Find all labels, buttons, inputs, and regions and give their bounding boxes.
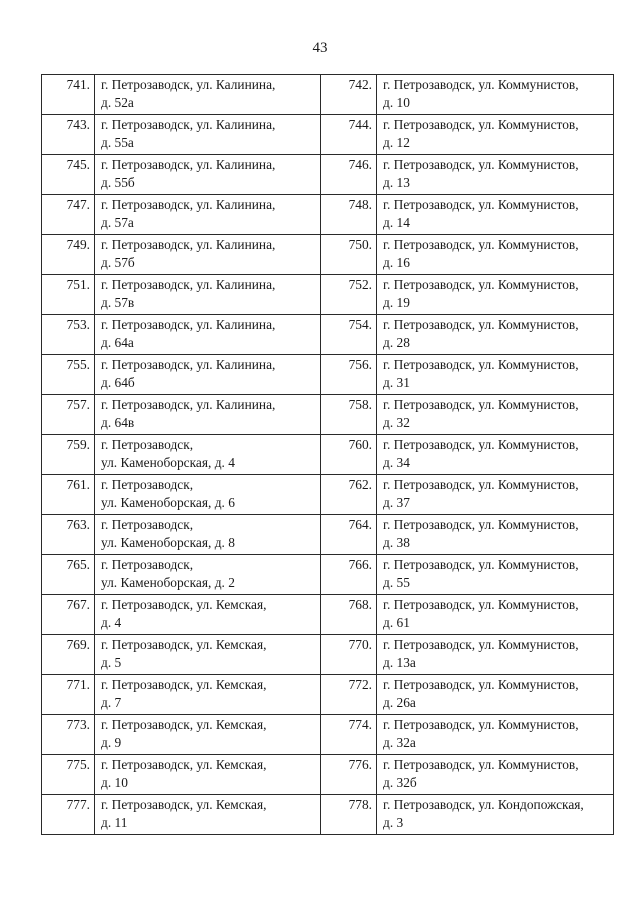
address-line: д. 64б: [101, 375, 135, 390]
address-line: д. 55а: [101, 135, 134, 150]
address-line: г. Петрозаводск, ул. Коммунистов,: [383, 157, 579, 172]
row-number: 775.: [42, 755, 95, 795]
address-line: г. Петрозаводск, ул. Калинина,: [101, 157, 276, 172]
table-row: [42, 755, 614, 795]
table-row: [42, 635, 614, 675]
address-cell: [95, 675, 321, 715]
address-line: г. Петрозаводск, ул. Коммунистов,: [383, 237, 579, 252]
address-line: д. 57б: [101, 255, 135, 270]
table-row: [42, 475, 614, 515]
row-number: 743.: [42, 115, 95, 155]
address-line: д. 28: [383, 335, 410, 350]
address-line: г. Петрозаводск, ул. Калинина,: [101, 77, 276, 92]
address-cell: [377, 515, 614, 555]
row-number: 769.: [42, 635, 95, 675]
address-line: г. Петрозаводск, ул. Кемская,: [101, 677, 267, 692]
address-cell: [377, 195, 614, 235]
address-cell: [95, 515, 321, 555]
address-line: д. 13а: [383, 655, 416, 670]
address-line: г. Петрозаводск,: [101, 477, 194, 492]
row-number: 749.: [42, 235, 95, 275]
address-line: г. Петрозаводск, ул. Калинина,: [101, 197, 276, 212]
row-number: 761.: [42, 475, 95, 515]
address-line: д. 55б: [101, 175, 135, 190]
address-cell: [377, 595, 614, 635]
address-cell: [95, 635, 321, 675]
address-cell: [95, 475, 321, 515]
address-cell: [377, 115, 614, 155]
address-line: г. Петрозаводск, ул. Калинина,: [101, 397, 276, 412]
address-cell: [95, 75, 321, 115]
row-number: 765.: [42, 555, 95, 595]
address-line: д. 5: [101, 655, 122, 670]
address-line: г. Петрозаводск, ул. Коммунистов,: [383, 117, 579, 132]
row-number: 768.: [321, 595, 377, 635]
address-cell: [377, 435, 614, 475]
row-number: 760.: [321, 435, 377, 475]
address-line: ул. Каменоборская, д. 4: [101, 455, 235, 470]
address-line: д. 55: [383, 575, 410, 590]
address-line: г. Петрозаводск,: [101, 557, 194, 572]
row-number: 767.: [42, 595, 95, 635]
address-line: г. Петрозаводск, ул. Кемская,: [101, 717, 267, 732]
address-line: д. 52а: [101, 95, 134, 110]
row-number: 755.: [42, 355, 95, 395]
address-line: г. Петрозаводск, ул. Коммунистов,: [383, 677, 579, 692]
row-number: 764.: [321, 515, 377, 555]
address-line: г. Петрозаводск, ул. Калинина,: [101, 317, 276, 332]
address-line: д. 14: [383, 215, 410, 230]
address-line: г. Петрозаводск, ул. Коммунистов,: [383, 637, 579, 652]
address-cell: [377, 315, 614, 355]
address-cell: [95, 115, 321, 155]
address-cell: [95, 355, 321, 395]
address-cell: [377, 75, 614, 115]
address-cell: [377, 795, 614, 835]
address-cell: [95, 795, 321, 835]
address-line: д. 7: [101, 695, 122, 710]
table-row: [42, 515, 614, 555]
address-line: г. Петрозаводск, ул. Калинина,: [101, 277, 276, 292]
row-number: 756.: [321, 355, 377, 395]
address-cell: [377, 675, 614, 715]
address-line: г. Петрозаводск, ул. Кемская,: [101, 637, 267, 652]
address-line: д. 11: [101, 815, 128, 830]
row-number: 757.: [42, 395, 95, 435]
address-line: д. 34: [383, 455, 410, 470]
address-line: г. Петрозаводск, ул. Коммунистов,: [383, 77, 579, 92]
address-cell: [377, 155, 614, 195]
address-cell: [377, 235, 614, 275]
row-number: 763.: [42, 515, 95, 555]
address-cell: [95, 235, 321, 275]
row-number: 776.: [321, 755, 377, 795]
address-line: г. Петрозаводск, ул. Коммунистов,: [383, 437, 579, 452]
address-line: д. 13: [383, 175, 410, 190]
address-table-body: [42, 75, 614, 835]
row-number: 745.: [42, 155, 95, 195]
address-line: г. Петрозаводск, ул. Коммунистов,: [383, 397, 579, 412]
address-cell: [95, 755, 321, 795]
address-line: г. Петрозаводск,: [101, 517, 194, 532]
address-line: д. 57а: [101, 215, 134, 230]
address-line: д. 10: [101, 775, 128, 790]
address-line: г. Петрозаводск, ул. Коммунистов,: [383, 717, 579, 732]
address-line: г. Петрозаводск, ул. Кемская,: [101, 797, 267, 812]
row-number: 754.: [321, 315, 377, 355]
address-cell: [95, 315, 321, 355]
table-row: [42, 155, 614, 195]
address-line: д. 64в: [101, 415, 135, 430]
table-row: [42, 435, 614, 475]
address-line: г. Петрозаводск, ул. Калинина,: [101, 117, 276, 132]
row-number: 777.: [42, 795, 95, 835]
row-number: 746.: [321, 155, 377, 195]
address-cell: [377, 755, 614, 795]
row-number: 750.: [321, 235, 377, 275]
address-line: г. Петрозаводск, ул. Калинина,: [101, 357, 276, 372]
address-line: г. Петрозаводск, ул. Коммунистов,: [383, 477, 579, 492]
address-line: г. Петрозаводск, ул. Коммунистов,: [383, 597, 579, 612]
address-cell: [377, 635, 614, 675]
address-cell: [377, 475, 614, 515]
address-cell: [377, 395, 614, 435]
address-cell: [377, 275, 614, 315]
address-line: г. Петрозаводск, ул. Коммунистов,: [383, 557, 579, 572]
row-number: 758.: [321, 395, 377, 435]
address-line: д. 38: [383, 535, 410, 550]
address-cell: [95, 555, 321, 595]
address-line: д. 37: [383, 495, 410, 510]
row-number: 772.: [321, 675, 377, 715]
row-number: 751.: [42, 275, 95, 315]
address-line: г. Петрозаводск, ул. Коммунистов,: [383, 197, 579, 212]
address-line: г. Петрозаводск, ул. Калинина,: [101, 237, 276, 252]
row-number: 748.: [321, 195, 377, 235]
address-line: г. Петрозаводск, ул. Коммунистов,: [383, 757, 579, 772]
address-table: [41, 74, 614, 835]
table-row: [42, 795, 614, 835]
table-row: [42, 355, 614, 395]
address-line: д. 61: [383, 615, 410, 630]
table-row: [42, 675, 614, 715]
table-row: [42, 555, 614, 595]
address-line: д. 32: [383, 415, 410, 430]
address-line: д. 9: [101, 735, 122, 750]
row-number: 747.: [42, 195, 95, 235]
address-cell: [95, 195, 321, 235]
address-line: ул. Каменоборская, д. 2: [101, 575, 235, 590]
address-cell: [95, 435, 321, 475]
row-number: 762.: [321, 475, 377, 515]
address-line: д. 12: [383, 135, 410, 150]
page-number: 43: [312, 40, 328, 56]
row-number: 759.: [42, 435, 95, 475]
address-cell: [95, 395, 321, 435]
address-line: д. 3: [383, 815, 404, 830]
row-number: 778.: [321, 795, 377, 835]
table-row: [42, 275, 614, 315]
table-row: [42, 595, 614, 635]
address-cell: [95, 155, 321, 195]
address-line: д. 31: [383, 375, 410, 390]
address-line: д. 26а: [383, 695, 416, 710]
row-number: 752.: [321, 275, 377, 315]
address-line: д. 57в: [101, 295, 135, 310]
address-line: д. 64а: [101, 335, 134, 350]
table-row: [42, 75, 614, 115]
address-line: г. Петрозаводск, ул. Кемская,: [101, 757, 267, 772]
row-number: 741.: [42, 75, 95, 115]
address-line: г. Петрозаводск, ул. Коммунистов,: [383, 517, 579, 532]
table-row: [42, 315, 614, 355]
row-number: 774.: [321, 715, 377, 755]
row-number: 742.: [321, 75, 377, 115]
table-row: [42, 235, 614, 275]
row-number: 744.: [321, 115, 377, 155]
address-line: г. Петрозаводск, ул. Коммунистов,: [383, 277, 579, 292]
address-line: д. 19: [383, 295, 410, 310]
address-cell: [95, 275, 321, 315]
address-line: д. 16: [383, 255, 410, 270]
address-cell: [95, 715, 321, 755]
table-row: [42, 395, 614, 435]
address-line: г. Петрозаводск,: [101, 437, 194, 452]
address-line: д. 4: [101, 615, 122, 630]
address-cell: [377, 715, 614, 755]
address-line: г. Петрозаводск, ул. Коммунистов,: [383, 357, 579, 372]
address-line: д. 32б: [383, 775, 417, 790]
address-cell: [377, 555, 614, 595]
address-line: ул. Каменоборская, д. 8: [101, 535, 235, 550]
address-line: г. Петрозаводск, ул. Кемская,: [101, 597, 267, 612]
address-line: ул. Каменоборская, д. 6: [101, 495, 235, 510]
address-line: г. Петрозаводск, ул. Кондопожская,: [383, 797, 584, 812]
address-line: д. 10: [383, 95, 410, 110]
table-row: [42, 195, 614, 235]
row-number: 771.: [42, 675, 95, 715]
address-cell: [95, 595, 321, 635]
row-number: 753.: [42, 315, 95, 355]
table-row: [42, 715, 614, 755]
address-line: г. Петрозаводск, ул. Коммунистов,: [383, 317, 579, 332]
row-number: 770.: [321, 635, 377, 675]
table-row: [42, 115, 614, 155]
row-number: 766.: [321, 555, 377, 595]
address-line: д. 32а: [383, 735, 416, 750]
row-number: 773.: [42, 715, 95, 755]
address-cell: [377, 355, 614, 395]
